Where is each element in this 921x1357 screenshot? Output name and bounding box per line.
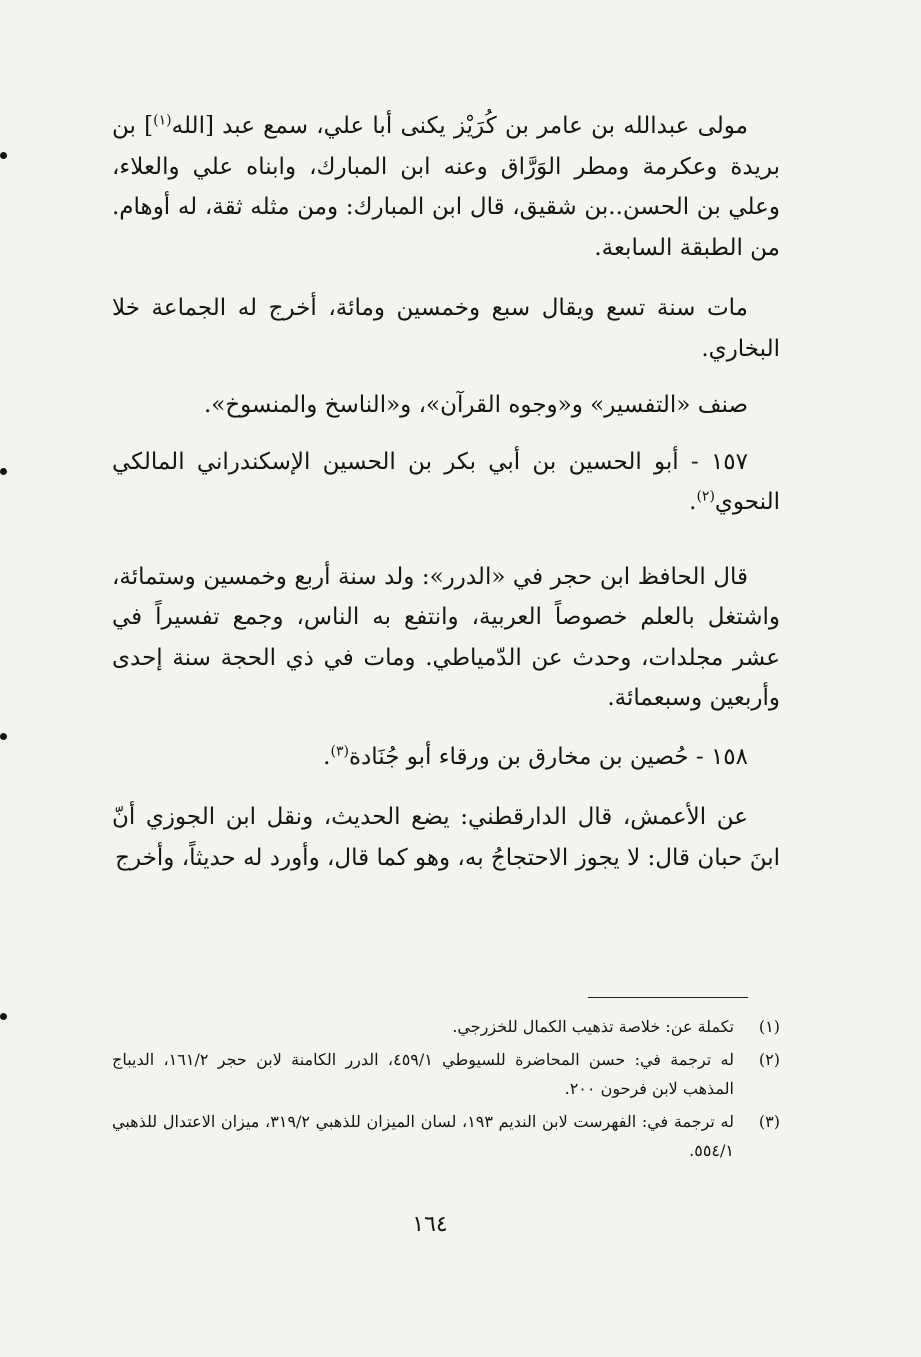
paragraph-text: مولى عبدالله بن عامر بن كُرَيْز يكنى أبا علي، سمع عبد [الله <box>171 113 748 139</box>
paragraph: مات سنة تسع ويقال سبع وخمسين ومائة، أخرج له الجماعة خلا البخاري. <box>112 295 780 362</box>
entry-text: ١٥٨ - حُصين بن مخارق بن ورقاء أبو جُنَادة <box>348 743 748 770</box>
footnote <box>112 1045 780 1103</box>
scan-edge-mark <box>0 468 7 475</box>
paragraph-text: ] بن بريدة وعكرمة ومطر الوَرَّاق وعنه ابن المبارك، وابناه علي والعلاء، وعلي بن الحسن..بن شقيق، قال ابن المبارك: ومن مثله ثقة، له أوهام. من الطبقة السابعة. <box>112 113 781 261</box>
paragraph <box>112 106 780 268</box>
footnote-ref: (٢) <box>696 488 715 505</box>
main-text <box>112 106 780 878</box>
footnote <box>112 1012 780 1041</box>
entry-text: ١٥٧ - أبو الحسين بن أبي بكر بن الحسين الإسكندراني المالكي النحوي <box>112 448 780 515</box>
footnote-ref: (٣) <box>330 742 349 759</box>
paragraph: صنف «التفسير» و«وجوه القرآن»، و«الناسخ والمنسوخ». <box>203 392 748 418</box>
footnote-number: (٢) <box>758 1050 780 1069</box>
footnote-number: (١) <box>758 1017 780 1036</box>
footnote-text: تكملة عن: خلاصة تذهيب الكمال للخزرجي. <box>452 1017 734 1036</box>
scan-edge-mark <box>0 152 7 159</box>
entry-text: . <box>323 743 331 770</box>
footnote-separator <box>588 997 748 998</box>
footnotes <box>112 1012 780 1169</box>
footnote <box>112 1107 780 1165</box>
scan-edge-mark <box>0 1013 7 1020</box>
footnote-number: (٣) <box>758 1112 780 1131</box>
entry-text: . <box>689 489 697 515</box>
entry-heading <box>112 737 780 778</box>
paragraph: عن الأعمش، قال الدارقطني: يضع الحديث، ونقل ابن الجوزي أنّ ابنَ حبان قال: لا يجوز الاحتجاجُ به، وهو كما قال، وأورد له حديثاً، وأخرج <box>112 804 780 871</box>
page-number: ١٦٤ <box>412 1212 448 1237</box>
footnote-text: له ترجمة في: الفهرست لابن النديم ١٩٣، لسان الميزان للذهبي ٣١٩/٢، ميزان الاعتدال للذهبي ٥٥٤/١. <box>112 1112 735 1160</box>
footnote-text: له ترجمة في: حسن المحاضرة للسيوطي ٤٥٩/١، الدرر الكامنة لابن حجر ١٦١/٢، الديباج المذهب لابن فرحون ٢٠٠. <box>112 1050 735 1098</box>
scan-edge-mark <box>0 733 7 740</box>
paragraph: قال الحافظ ابن حجر في «الدرر»: ولد سنة أربع وخمسين وستمائة، واشتغل بالعلم خصوصاً العربية، وانتفع به الناس، وجمع تفسيراً في عشر مجلدات، وحدث عن الدّمياطي. ومات في ذي الحجة سنة إحدى وأربعين وسبعمائة. <box>112 563 780 711</box>
entry-heading <box>112 442 780 523</box>
footnote-ref: (١) <box>153 112 172 129</box>
